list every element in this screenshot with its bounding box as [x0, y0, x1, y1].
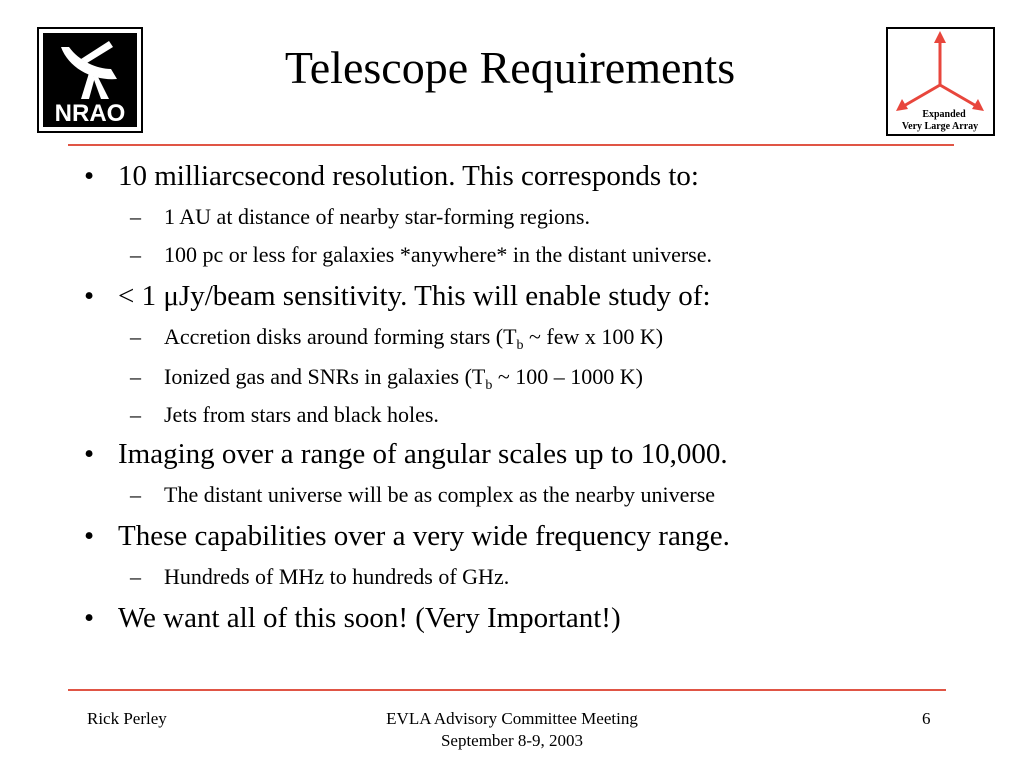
evla-logo-graphic [888, 29, 993, 134]
footer-meeting-name: EVLA Advisory Committee Meeting [386, 709, 638, 728]
dash-marker: – [130, 564, 141, 589]
subscript-b: b [516, 338, 524, 353]
sub-item [130, 402, 439, 428]
bullet-marker: • [84, 280, 95, 312]
bullet-marker: • [84, 520, 95, 552]
footer-meeting-date: September 8-9, 2003 [440, 731, 584, 750]
dash-marker: – [130, 364, 141, 389]
sub-text: Hundreds of MHz to hundreds of GHz. [164, 564, 510, 589]
bullet-item [84, 520, 730, 553]
slide-number: 6 [922, 709, 931, 728]
bullet-text: These capabilities over a very wide frequency range. [118, 520, 730, 552]
nrao-logo-text: NRAO [54, 100, 126, 127]
bullet-item [84, 438, 728, 471]
sub-text: 1 AU at distance of nearby star-forming regions. [164, 204, 590, 229]
bullet-marker: • [84, 438, 95, 470]
dash-marker: – [130, 324, 141, 349]
sub-item [130, 482, 716, 508]
bullet-text: 10 milliarcsecond resolution. This corresponds to: [118, 160, 699, 192]
sub-item [130, 204, 590, 230]
sub-text-post: ~ few x 100 K) [523, 324, 664, 349]
dash-marker: – [130, 402, 141, 427]
footer-meeting [312, 708, 712, 752]
evla-logo-line1: Expanded [922, 109, 966, 120]
dash-marker: – [130, 482, 141, 507]
page-title: Telescope Requirements [284, 42, 736, 93]
bullet-item [84, 602, 621, 635]
bullet-item [84, 160, 699, 193]
bullet-marker: • [84, 160, 95, 192]
sub-text-post: ~ 100 – 1000 K) [492, 364, 643, 389]
sub-text: Jets from stars and black holes. [164, 402, 439, 427]
bullet-marker: • [84, 602, 95, 634]
sub-text-pre: Ionized gas and SNRs in galaxies (T [164, 364, 486, 389]
footer-divider [68, 689, 946, 691]
nrao-logo-graphic [39, 29, 141, 131]
dash-marker: – [130, 242, 141, 267]
bullet-text: Imaging over a range of angular scales up to 10,000. [118, 438, 728, 470]
subscript-b: b [485, 378, 493, 393]
bullet-text: < 1 μJy/beam sensitivity. This will enable study of: [118, 280, 711, 312]
nrao-logo [37, 27, 143, 133]
dash-marker: – [130, 204, 141, 229]
evla-logo-line2: Very Large Array [901, 121, 979, 132]
sub-text: The distant universe will be as complex as the nearby universe [164, 482, 716, 507]
sub-item [130, 364, 643, 394]
sub-text-pre: Accretion disks around forming stars (T [164, 324, 517, 349]
sub-text: 100 pc or less for galaxies *anywhere* in the distant universe. [164, 242, 713, 267]
evla-logo [886, 27, 995, 136]
footer-author: Rick Perley [87, 709, 167, 728]
sub-item [130, 324, 664, 354]
sub-item [130, 564, 510, 590]
header-divider [68, 144, 954, 146]
bullet-item [84, 280, 711, 313]
sub-item [130, 242, 713, 268]
bullet-text: We want all of this soon! (Very Important!) [118, 602, 621, 634]
